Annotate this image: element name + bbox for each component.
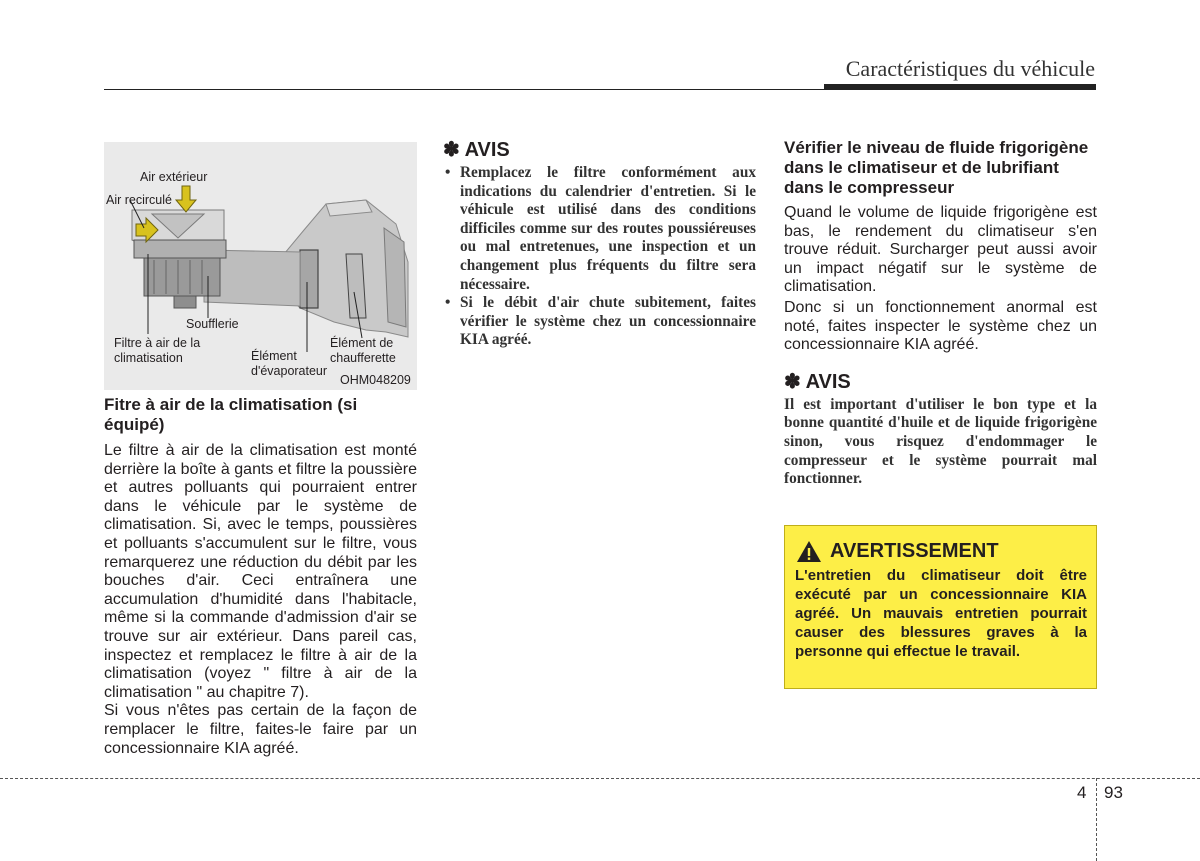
- filter-heading: Fitre à air de la climatisation (si équipé): [104, 395, 358, 434]
- middle-column: [443, 138, 756, 350]
- header-rule-accent: [824, 84, 1096, 90]
- figure-label-evaporateur: Élément d'évaporateur: [251, 349, 328, 378]
- warning-header: [796, 539, 999, 563]
- page-header-title: Caractéristiques du véhicule: [845, 56, 1095, 81]
- figure-label-filtre: Filtre à air de la climatisation: [114, 336, 201, 365]
- notice-title: ✽ AVIS: [443, 139, 510, 161]
- left-column: [104, 142, 417, 758]
- filter-body-paragraph: Si vous n'êtes pas certain de la façon de remplacer le filtre, faites-le faire par un concessionnaire KIA agréé.: [104, 702, 417, 757]
- warning-title: AVERTISSEMENT: [830, 539, 999, 562]
- figure-code: OHM048209: [340, 373, 411, 387]
- filter-body-paragraph: Le filtre à air de la climatisation est monté derrière la boîte à gants et filtre la poussière et autres polluants qui pourraient entrer dans le véhicule par le système de climatisation. Si, avec le temps, poussières et polluants s'accumulent sur le filtre, vous remarquerez une réduction du débit par les bouches d'air. Ceci entraînera une accumulation d'humidité dans l'habitacle, même si la commande d'admission d'air se trouve sur air extérieur. Dans pareil cas, inspectez et remplacez le filtre à air de la climatisation (voyez " filtre à air de la climatisation " au chapitre 7).: [104, 442, 417, 701]
- footer-rule: [0, 778, 1200, 779]
- notice-item: • Si le débit d'air chute subitement, faites vérifier le système chez un concessionnaire KIA agréé.: [443, 294, 756, 350]
- figure-label-air-exterieur: Air extérieur: [140, 170, 208, 184]
- figure-label-air-recircule: Air recirculé: [106, 193, 172, 207]
- refrigerant-body-paragraph: Donc si un fonctionnement anormal est noté, faites inspecter le système chez un concessionnaire KIA agréé.: [784, 298, 1097, 354]
- chapter-number: 4: [1077, 783, 1087, 802]
- notice-item: • Remplacez le filtre conformément aux indications du calendrier d'entretien. Si le véhicule est utilisé dans des conditions difficiles comme sur des routes poussiéreuses ou mal entretenues, une inspection et un changement plus fréquents du filtre sera nécessaire.: [443, 164, 756, 294]
- warning-box: [784, 525, 1097, 689]
- notice-list: [443, 164, 756, 350]
- refrigerant-body-paragraph: Quand le volume de liquide frigorigène est bas, le rendement du climatiseur s'en trouve réduit. Surcharger peut aussi avoir un impact négatif sur le système de climatisation.: [784, 204, 1097, 296]
- warning-triangle-icon: [796, 540, 822, 563]
- figure-label-soufflerie: Soufflerie: [186, 317, 239, 331]
- notice-title: ✽ AVIS: [784, 370, 851, 393]
- notice-paragraph: Il est important d'utiliser le bon type et la bonne quantité d'huile et de liquide frigorigène sinon, vous risquez d'endommager le compresseur et le système pourrait mal fonctionner.: [784, 395, 1097, 488]
- figure-label-chaufferette: Élément de chaufferette: [330, 336, 396, 365]
- warning-text: L'entretien du climatiseur doit être exécuté par un concessionnaire KIA agréé. Un mauvais entretien pourrait causer des blessures graves à la personne qui effectue le travail.: [795, 567, 1087, 660]
- right-column: [784, 138, 1097, 489]
- air-filter-diagram: [104, 142, 417, 390]
- footer-separator: [1096, 778, 1097, 861]
- page-number: 93: [1104, 783, 1123, 802]
- refrigerant-heading: Vérifier le niveau de fluide frigorigène dans le climatiseur et de lubrifiant dans le compresseur: [784, 138, 1089, 197]
